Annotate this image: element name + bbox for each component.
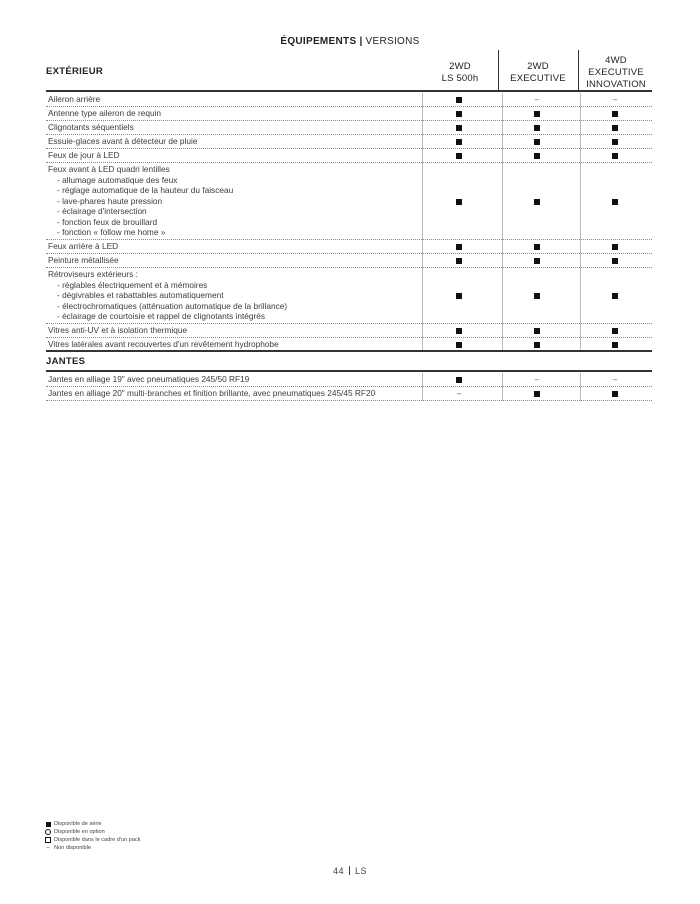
standard-square-icon xyxy=(502,290,572,302)
table-row xyxy=(46,373,652,387)
cell-divider xyxy=(422,324,423,338)
row-label-line: Rétroviseurs extérieurs : xyxy=(48,269,138,279)
section-title-exterieur: EXTÉRIEUR xyxy=(46,66,104,77)
legend xyxy=(44,820,141,852)
page-number: 44 xyxy=(332,866,344,876)
row-label-line: - fonction « follow me home » xyxy=(57,227,166,237)
row-label-line: Feux avant à LED quadri lentilles xyxy=(48,164,170,174)
page-footer xyxy=(0,866,700,876)
row-label-line: Peinture métallisée xyxy=(48,255,119,265)
standard-square-icon xyxy=(502,136,572,148)
filled-square-icon xyxy=(534,199,540,205)
filled-square-icon xyxy=(534,153,540,159)
cell-divider xyxy=(422,254,423,268)
footer-divider xyxy=(349,866,350,875)
row-label-line: Jantes en alliage 20" multi-branches et finition brillante, avec pneumatiques 245/45 RF20 xyxy=(48,388,376,398)
row-label-line: - lave-phares haute pression xyxy=(57,195,163,206)
filled-square-icon xyxy=(534,293,540,299)
filled-square-icon xyxy=(456,342,462,348)
cell-divider xyxy=(422,387,423,401)
standard-square-icon xyxy=(502,196,572,208)
column-header-line: LS 500h xyxy=(441,73,479,84)
column-header-line: EXECUTIVE xyxy=(588,67,644,78)
cell-divider xyxy=(422,240,423,254)
legend-text: Non disponible xyxy=(54,845,92,851)
row-label xyxy=(48,241,418,252)
filled-square-icon xyxy=(612,153,618,159)
filled-square-icon xyxy=(612,328,618,334)
cell-divider xyxy=(422,121,423,135)
column-header-line: 4WD xyxy=(605,55,627,66)
section-rule xyxy=(46,370,652,372)
standard-square-icon xyxy=(580,136,650,148)
standard-square-icon xyxy=(424,374,494,386)
standard-square-icon xyxy=(502,388,572,400)
standard-square-icon xyxy=(580,255,650,267)
circle-icon xyxy=(44,829,52,835)
row-label-line: Essuie-glaces avant à détecteur de pluie xyxy=(48,136,198,146)
standard-square-icon xyxy=(424,241,494,253)
row-label xyxy=(48,150,418,161)
legend-text: Disponible en option xyxy=(54,829,105,835)
cell-divider xyxy=(422,93,423,107)
column-divider xyxy=(578,50,579,90)
filled-square-icon xyxy=(534,342,540,348)
row-label-line: Feux arrière à LED xyxy=(48,241,119,251)
table-row xyxy=(46,163,652,240)
not-available-dash: – xyxy=(612,375,618,384)
not-available-dash: – xyxy=(612,95,618,104)
filled-square-icon xyxy=(612,125,618,131)
row-label xyxy=(48,122,418,133)
legend-item xyxy=(44,836,141,844)
filled-square-icon xyxy=(612,391,618,397)
legend-text: Disponible de série xyxy=(54,821,102,827)
row-label-line: Vitres latérales avant recouvertes d'un revêtement hydrophobe xyxy=(48,339,279,349)
cell-divider xyxy=(422,107,423,121)
row-label-line: - électrochromatiques (atténuation automatique de la brillance) xyxy=(57,300,288,311)
row-label-line: Jantes en alliage 19" avec pneumatiques 245/50 RF19 xyxy=(48,374,250,384)
filled-square-icon xyxy=(612,342,618,348)
filled-square-icon xyxy=(456,153,462,159)
standard-square-icon xyxy=(502,325,572,337)
cell-divider xyxy=(422,268,423,324)
page-title: ÉQUIPEMENTS xyxy=(280,36,357,47)
row-label xyxy=(48,388,418,399)
filled-square-icon xyxy=(456,97,462,103)
dash-icon: – xyxy=(46,845,50,851)
row-label xyxy=(48,339,418,350)
filled-square-icon xyxy=(612,139,618,145)
standard-square-icon xyxy=(580,122,650,134)
cell-divider xyxy=(422,163,423,240)
model-name: LS xyxy=(355,866,368,876)
row-divider xyxy=(46,400,652,401)
standard-square-icon xyxy=(580,388,650,400)
table-row xyxy=(46,149,652,163)
filled-square-icon xyxy=(534,139,540,145)
column-header-line: INNOVATION xyxy=(586,79,646,90)
filled-square-icon xyxy=(44,822,52,827)
filled-square-icon xyxy=(534,391,540,397)
filled-square-icon xyxy=(612,293,618,299)
standard-square-icon xyxy=(580,196,650,208)
row-label-line: - réglables électriquement et à mémoires xyxy=(57,279,208,290)
table-header-rule xyxy=(46,90,652,92)
standard-square-icon xyxy=(580,290,650,302)
standard-square-icon xyxy=(424,150,494,162)
filled-square-icon xyxy=(456,328,462,334)
table-row xyxy=(46,121,652,135)
row-label xyxy=(48,108,418,119)
standard-square-icon xyxy=(502,241,572,253)
section-rule xyxy=(46,350,652,352)
page-subtitle: VERSIONS xyxy=(365,36,420,47)
standard-square-icon xyxy=(580,150,650,162)
legend-text: Disponible dans le cadre d'un pack xyxy=(54,837,141,843)
not-available-dash: – xyxy=(534,95,540,104)
row-label-line: - éclairage d'intersection xyxy=(57,206,147,216)
filled-square-icon xyxy=(456,293,462,299)
cell-divider xyxy=(422,373,423,387)
filled-square-icon xyxy=(612,111,618,117)
table-row xyxy=(46,387,652,401)
column-header-line: 2WD xyxy=(527,61,549,72)
legend-item xyxy=(44,844,141,852)
row-label-line: Antenne type aileron de requin xyxy=(48,108,162,118)
legend-item xyxy=(44,828,141,836)
row-label xyxy=(48,269,418,322)
filled-square-icon xyxy=(612,199,618,205)
standard-square-icon xyxy=(424,255,494,267)
table-row xyxy=(46,107,652,121)
cell-divider xyxy=(422,149,423,163)
filled-square-icon xyxy=(612,244,618,250)
row-label xyxy=(48,94,418,105)
row-label-line: Vitres anti-UV et à isolation thermique xyxy=(48,325,188,335)
filled-square-icon xyxy=(534,111,540,117)
not-available-dash: – xyxy=(534,375,540,384)
standard-square-icon xyxy=(502,108,572,120)
filled-square-icon xyxy=(456,244,462,250)
standard-square-icon xyxy=(502,122,572,134)
not-available-dash: – xyxy=(456,389,462,398)
page-header xyxy=(0,36,700,47)
row-label xyxy=(48,164,418,238)
cell-divider xyxy=(422,135,423,149)
row-label-line: Clignotants séquentiels xyxy=(48,122,134,132)
standard-square-icon xyxy=(502,150,572,162)
filled-square-icon xyxy=(612,258,618,264)
table-row xyxy=(46,93,652,107)
standard-square-icon xyxy=(580,241,650,253)
table-row xyxy=(46,268,652,324)
column-header-line: EXECUTIVE xyxy=(510,73,566,84)
standard-square-icon xyxy=(424,196,494,208)
filled-square-icon xyxy=(456,125,462,131)
filled-square-icon xyxy=(534,244,540,250)
row-label-line: - allumage automatique des feux xyxy=(57,174,178,185)
section-title-jantes: JANTES xyxy=(46,356,86,367)
row-label xyxy=(48,374,418,385)
outlined-square-icon xyxy=(44,837,52,843)
filled-square-icon xyxy=(456,111,462,117)
table-row xyxy=(46,135,652,149)
row-label-line: Aileron arrière xyxy=(48,94,101,104)
table-row xyxy=(46,240,652,254)
row-label xyxy=(48,255,418,266)
table-row xyxy=(46,254,652,268)
filled-square-icon xyxy=(456,377,462,383)
row-label-line: - fonction feux de brouillard xyxy=(57,216,158,227)
row-label-line: Feux de jour à LED xyxy=(48,150,120,160)
table-row xyxy=(46,324,652,338)
standard-square-icon xyxy=(424,94,494,106)
column-header-line: 2WD xyxy=(449,61,471,72)
standard-square-icon xyxy=(424,325,494,337)
filled-square-icon xyxy=(456,258,462,264)
standard-square-icon xyxy=(424,122,494,134)
row-label xyxy=(48,136,418,147)
filled-square-icon xyxy=(456,139,462,145)
row-label-line: - dégivrables et rabattables automatiquement xyxy=(57,290,224,300)
header-separator: | xyxy=(359,36,363,47)
filled-square-icon xyxy=(534,328,540,334)
standard-square-icon xyxy=(424,108,494,120)
row-label-line: - réglage automatique de la hauteur du faisceau xyxy=(57,185,234,195)
standard-square-icon xyxy=(502,255,572,267)
standard-square-icon xyxy=(580,108,650,120)
row-label xyxy=(48,325,418,336)
standard-square-icon xyxy=(424,290,494,302)
standard-square-icon xyxy=(424,136,494,148)
column-divider xyxy=(498,50,499,90)
standard-square-icon xyxy=(580,325,650,337)
filled-square-icon xyxy=(534,125,540,131)
filled-square-icon xyxy=(534,258,540,264)
filled-square-icon xyxy=(456,199,462,205)
legend-item xyxy=(44,820,141,828)
row-label-line: - éclairage de courtoisie et rappel de clignotants intégrés xyxy=(57,311,266,321)
